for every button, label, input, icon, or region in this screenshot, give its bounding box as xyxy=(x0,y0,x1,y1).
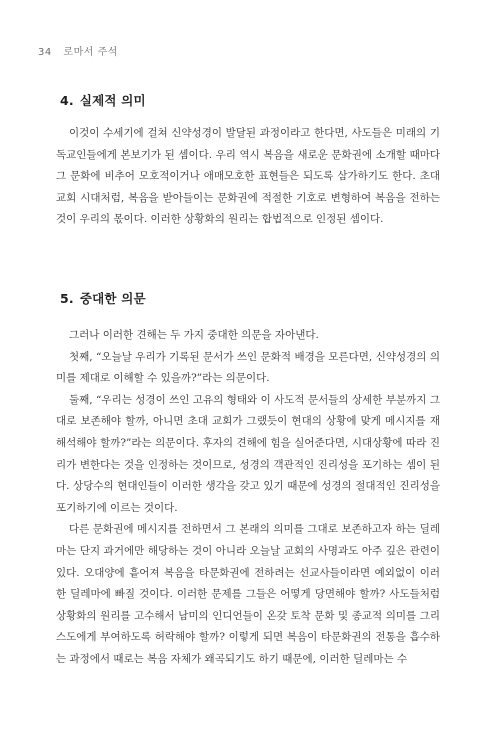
paragraph: 첫째, “오늘날 우리가 기록된 문서가 쓰인 문화적 배경을 모른다면, 신약성경의 의미를 제대로 이해할 수 있을까?”라는 의문이다. xyxy=(56,350,440,385)
section-title: 중대한 의문 xyxy=(79,291,146,306)
paragraph: 둘째, “우리는 성경이 쓰인 고유의 형태와 이 사도적 문서들의 상세한 부분까지 그대로 보존해야 할까, 아니면 초대 교회가 그랬듯이 현대의 상황에 맞게 메시지를 재해석해야 할까?”라는 의문이다. 후자의 견해에 힘을 실어준다면, 시대상황에 따라 진리가 변한다는 것을 인정하는 것이므로, 성경의 객관적인 진리성을 포기하는 셈이 된다. 상당수의 현대인들이 이러한 생각을 갖고 있기 때문에 성경의 절대적인 진리성을 포기하기에 이르는 것이다. xyxy=(56,393,440,514)
paragraph: 이것이 수세기에 걸쳐 신약성경이 발달된 과정이라고 한다면, 사도들은 미래의 기독교인들에게 본보기가 된 셈이다. 우리 역시 복음을 새로운 문화권에 소개할 때마다 그 문화에 비추어 모호적이거나 애매모호한 표현들은 되도록 삼가하기도 한다. 초대 교회 시대처럼, 복음을 받아들이는 문화권에 적절한 기호로 변형하여 복음을 전하는 것이 우리의 몫이다. 이러한 상황화의 원리는 합법적으로 인정된 셈이다. xyxy=(56,127,440,226)
paragraph: 다른 문화권에 메시지를 전하면서 그 본래의 의미를 그대로 보존하고자 하는 딜레마는 단지 과거에만 해당하는 것이 아니라 오늘날 교회의 사명과도 아주 깊은 관련이 있다. 오대양에 흩어져 복음을 타문화권에 전하려는 선교사들이라면 예외없이 이러한 딜레마에 빠질 것이다. 이러한 문제를 그들은 어떻게 당면해야 할까? 사도들처럼 상황화의 원리를 고수해서 남미의 인디언들이 온갖 토착 문화 및 종교적 의미를 그리스도에게 부여하도록 허락해야 할까? 이렇게 되면 복음이 타문화권의 전통을 흡수하는 과정에서 때로는 복음 자체가 왜곡되기도 하기 때문에, 이러한 딜레마는 수 xyxy=(56,523,440,665)
section-number: 5. xyxy=(60,291,74,306)
section-body-5 xyxy=(56,325,440,671)
running-head xyxy=(38,43,118,58)
section-number: 4. xyxy=(60,93,74,108)
book-title: 로마서 주석 xyxy=(63,47,118,58)
page-number: 34 xyxy=(38,47,52,58)
paragraph: 그러나 이러한 견해는 두 가지 중대한 의문을 자아낸다. xyxy=(69,329,319,341)
section-heading-4 xyxy=(60,91,146,109)
section-title: 실제적 의미 xyxy=(79,93,146,108)
section-body-4 xyxy=(56,123,440,231)
section-heading-5 xyxy=(60,289,146,307)
